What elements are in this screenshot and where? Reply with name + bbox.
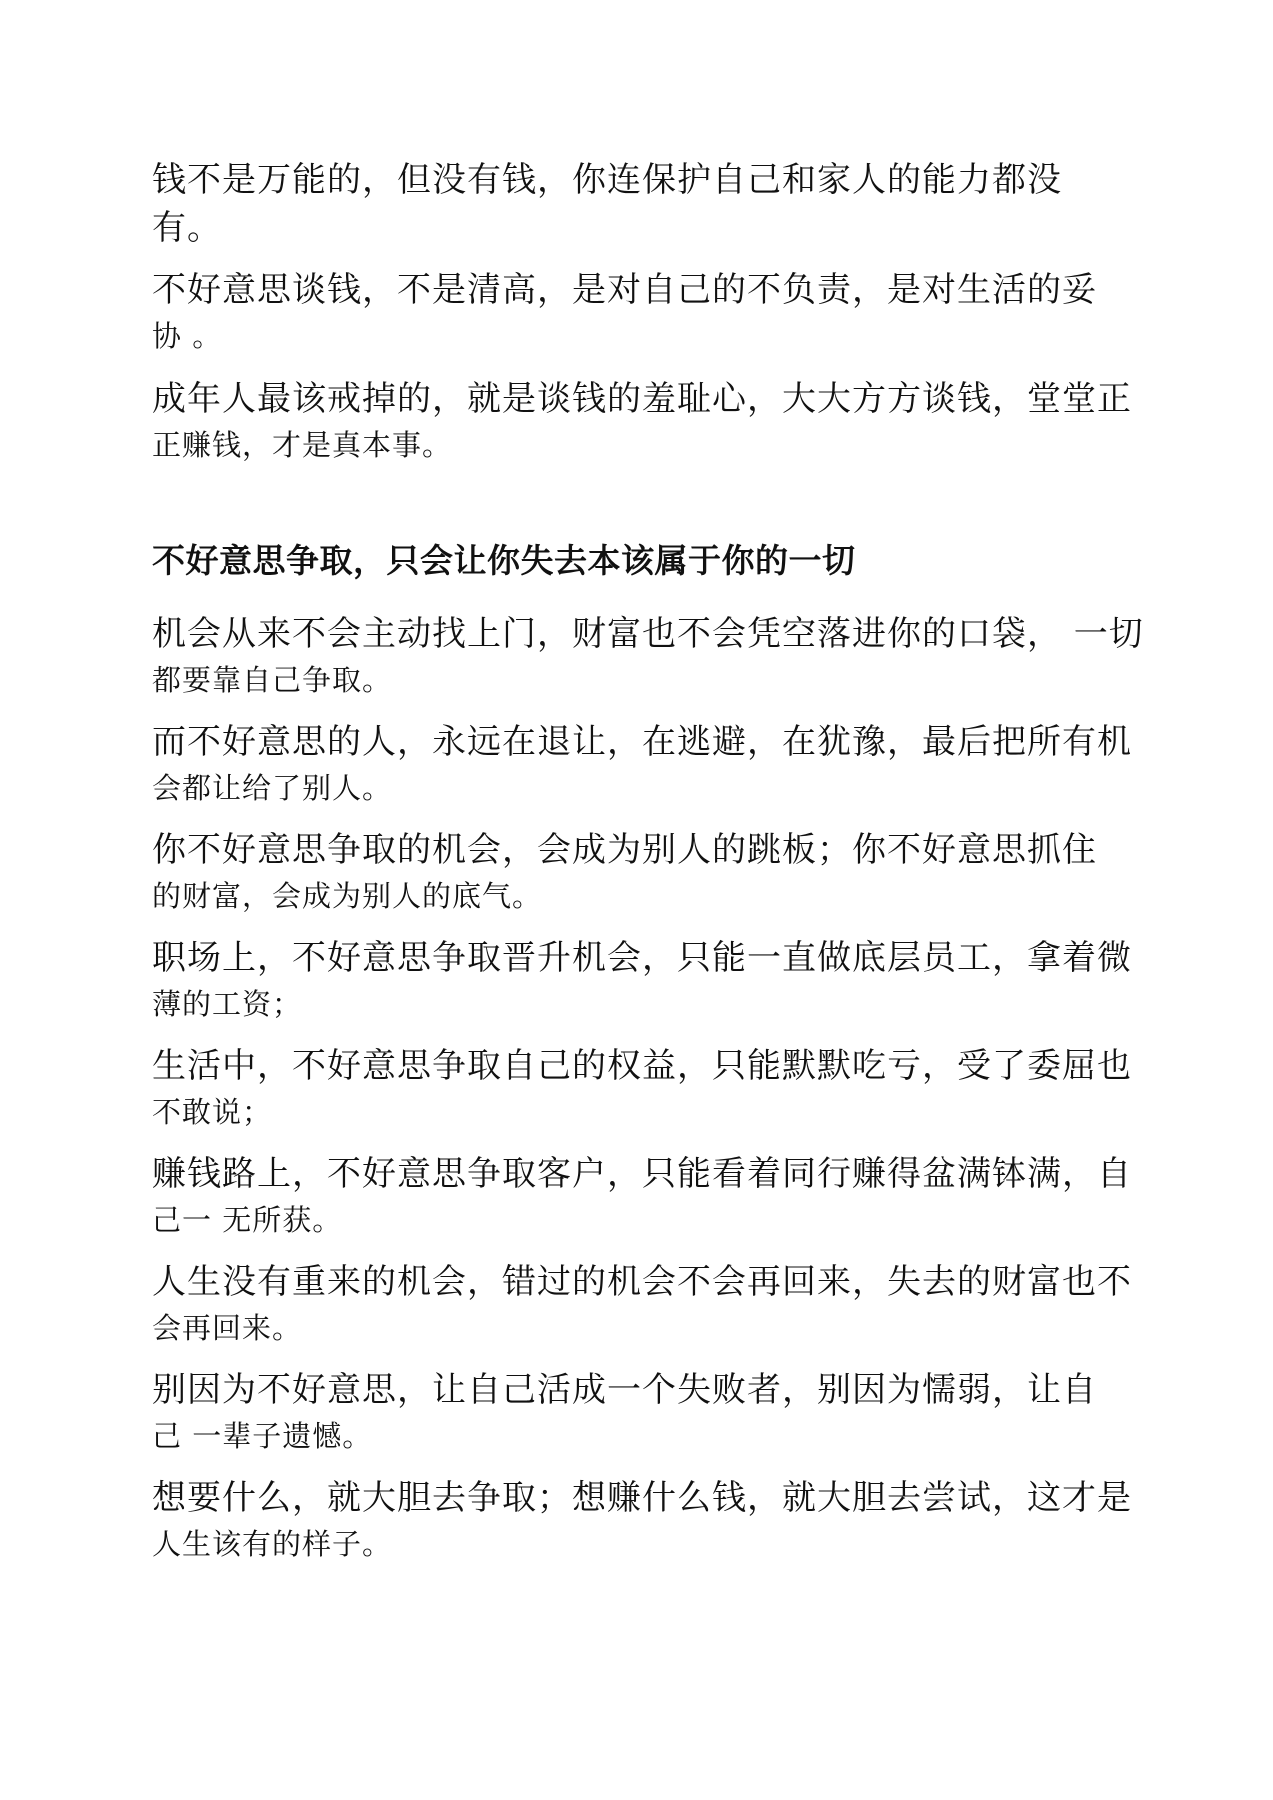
paragraph-line: 钱不是万能的，但没有钱，你连保护自己和家人的能力都没 (152, 160, 1062, 200)
paragraph-line: 己 一辈子遗憾。 (152, 1419, 373, 1453)
paragraph-line: 机会从来不会主动找上门，财富也不会凭空落进你的口袋， 一切 (152, 614, 1144, 654)
paragraph-line: 薄的工资； (152, 987, 303, 1021)
paragraph (152, 934, 1152, 1026)
paragraph-line: 正赚钱，才是真本事。 (152, 428, 453, 462)
paragraph (152, 375, 1152, 467)
paragraph-line: 赚钱路上，不好意思争取客户，只能看着同行赚得盆满钵满，自 (152, 1154, 1132, 1194)
paragraph-line: 想要什么，就大胆去争取；想赚什么钱，就大胆去尝试，这才是 (152, 1478, 1132, 1518)
paragraph-line: 不敢说； (152, 1095, 273, 1129)
paragraph-line: 会再回来。 (152, 1311, 303, 1345)
paragraph-line: 的财富，会成为别人的底气。 (152, 879, 543, 913)
paragraph-line: 协 。 (152, 319, 223, 353)
paragraph-line: 生活中，不好意思争取自己的权益，只能默默吃亏，受了委屈也 (152, 1046, 1132, 1086)
paragraph (152, 266, 1152, 358)
paragraph-line: 你不好意思争取的机会，会成为别人的跳板；你不好意思抓住 (152, 830, 1097, 870)
paragraph-line: 有。 (152, 208, 222, 248)
paragraph (152, 718, 1152, 810)
paragraph-line: 不好意思谈钱，不是清高，是对自己的不负责，是对生活的妥 (152, 270, 1097, 310)
paragraph-line: 成年人最该戒掉的，就是谈钱的羞耻心，大大方方谈钱，堂堂正 (152, 379, 1132, 419)
section-heading (152, 537, 1152, 585)
paragraph-line: 别因为不好意思，让自己活成一个失败者，别因为懦弱，让自 (152, 1370, 1097, 1410)
paragraph (152, 156, 1152, 252)
paragraph-line: 职场上，不好意思争取晋升机会，只能一直做底层员工，拿着微 (152, 938, 1132, 978)
paragraph (152, 1258, 1152, 1350)
section-heading-text: 不好意思争取，只会让你失去本该属于你的一切 (152, 541, 856, 580)
paragraph (152, 1042, 1152, 1134)
paragraph (152, 1366, 1152, 1458)
paragraph-line: 会都让给了别人。 (152, 771, 393, 805)
paragraph-line: 而不好意思的人，永远在退让，在逃避，在犹豫，最后把所有机 (152, 722, 1132, 762)
paragraph (152, 1150, 1152, 1242)
paragraph-line: 己一 无所获。 (152, 1203, 343, 1237)
paragraph-line: 都要靠自己争取。 (152, 663, 393, 697)
paragraph (152, 1474, 1152, 1566)
paragraph-line: 人生该有的样子。 (152, 1527, 393, 1561)
paragraph-line: 人生没有重来的机会，错过的机会不会再回来，失去的财富也不 (152, 1262, 1132, 1302)
paragraph (152, 826, 1152, 918)
paragraph (152, 610, 1152, 702)
